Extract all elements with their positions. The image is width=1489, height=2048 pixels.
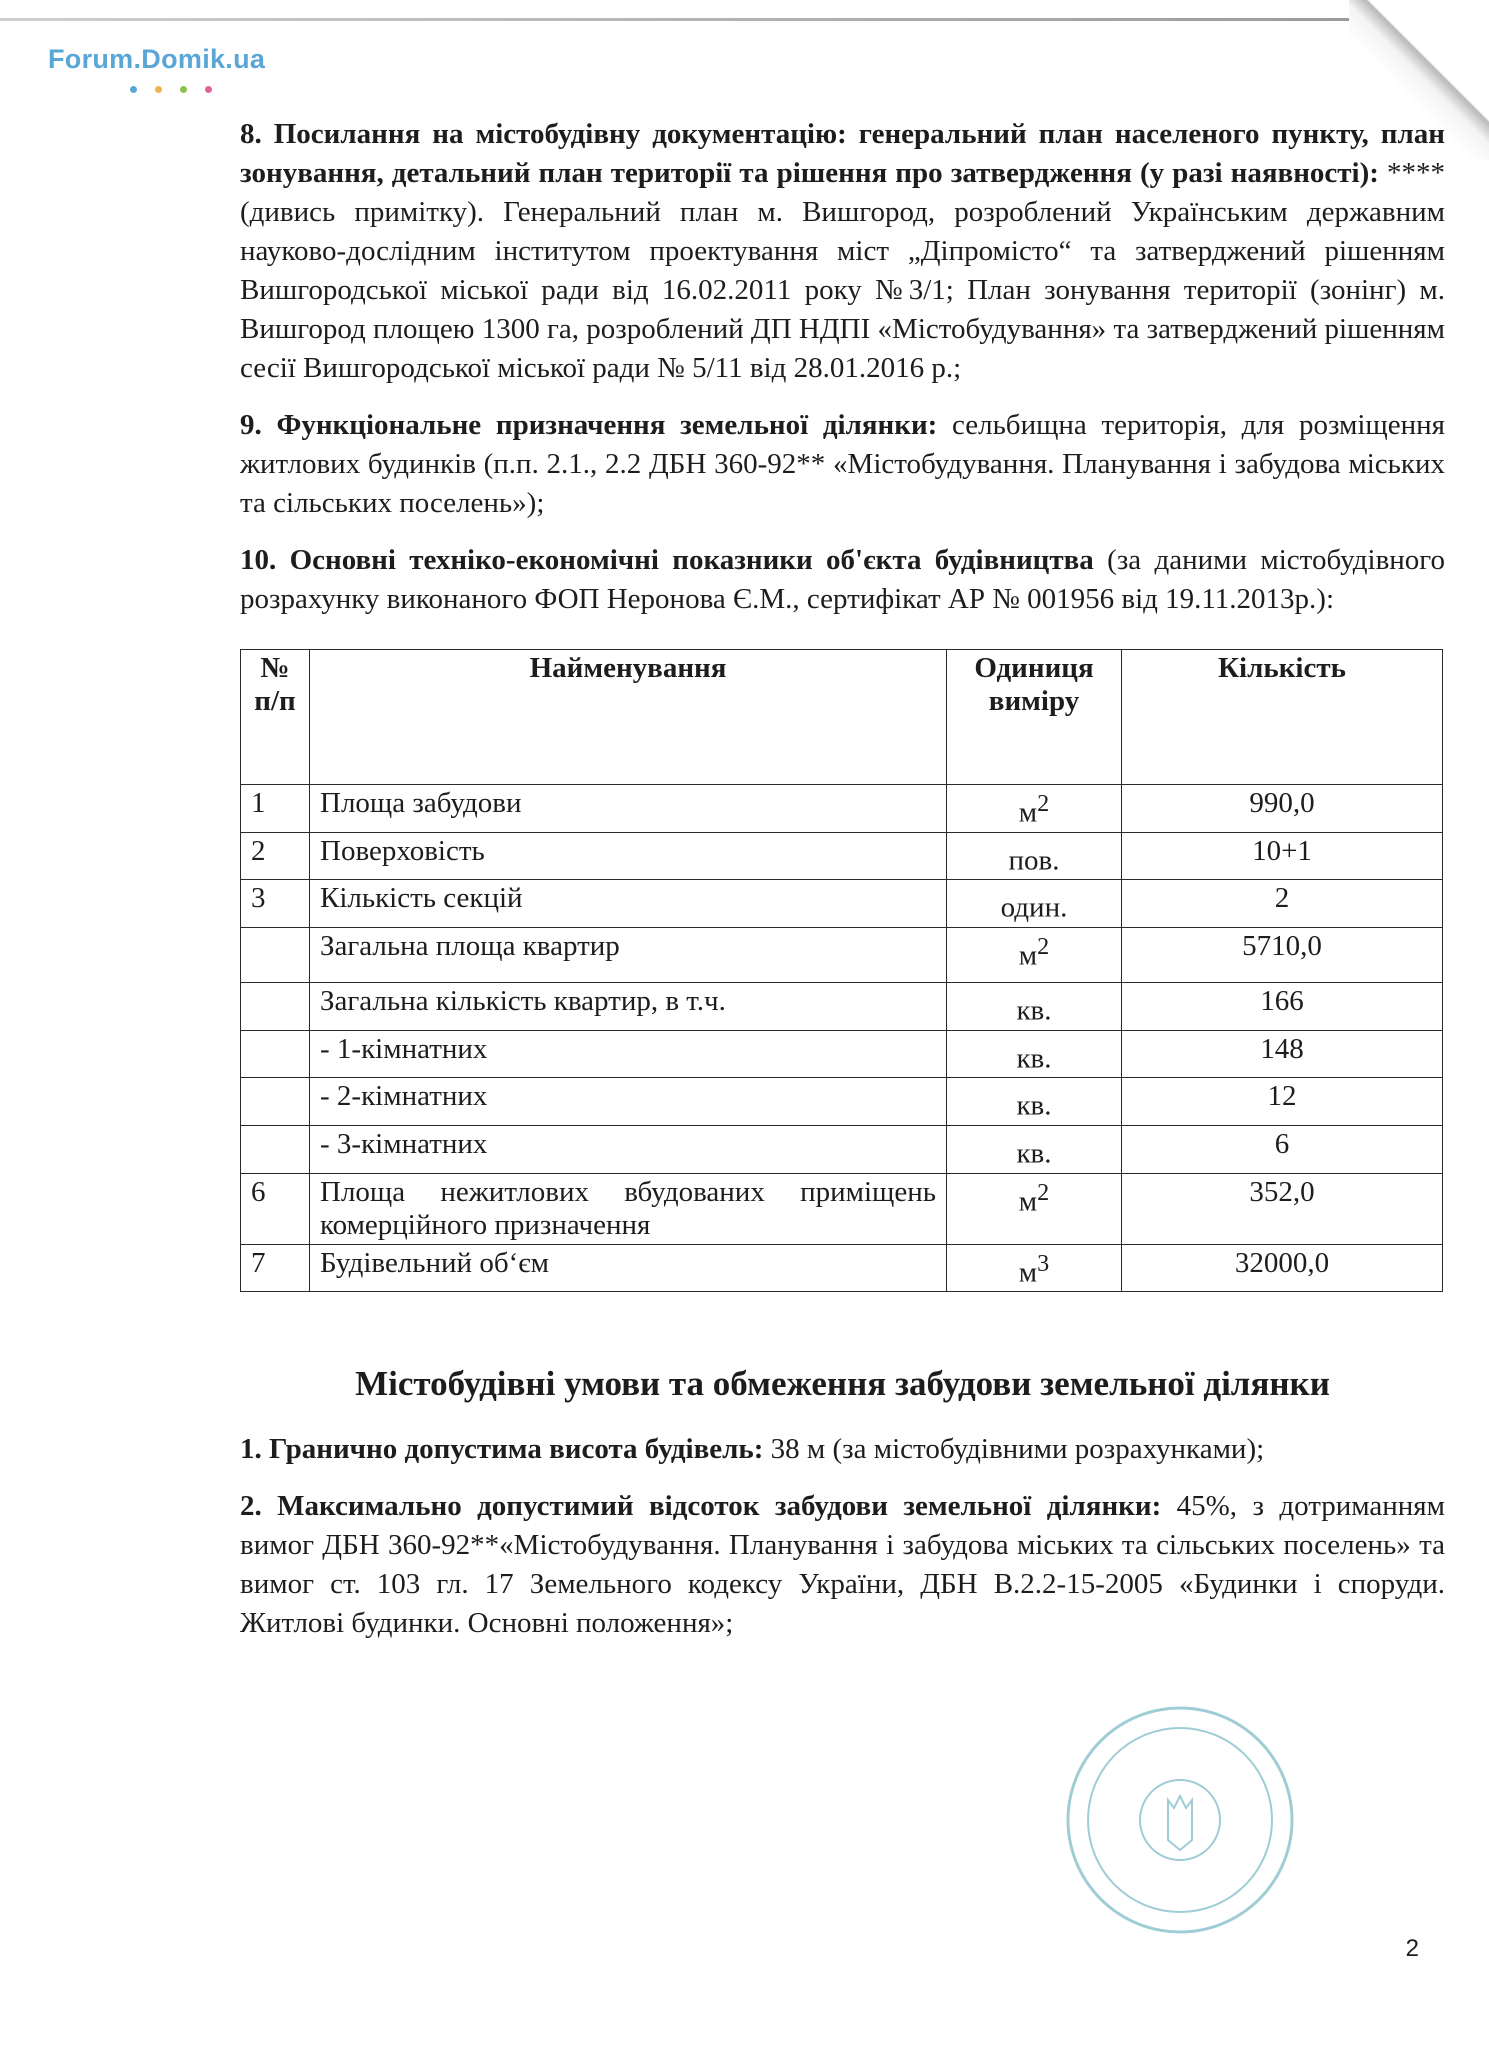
row-unit [947, 1125, 1122, 1173]
row-num [241, 1030, 310, 1078]
official-stamp [1060, 1700, 1300, 1940]
paragraph-10 [240, 541, 1445, 619]
row-qty: 148 [1122, 1030, 1443, 1078]
table-row [241, 1244, 1443, 1292]
table-row [241, 1173, 1443, 1244]
paragraph-text: сельбищна територія, для розміщення житлових будинків (п.п. 2.1., 2.2 ДБН 360-92** «Містобудування. Планування і забудова міських та сільських поселень»); [240, 409, 1445, 519]
table-row [241, 785, 1443, 833]
row-qty: 12 [1122, 1078, 1443, 1126]
table-row [241, 832, 1443, 880]
paragraph-8 [240, 115, 1445, 388]
unit-text: м [1018, 1256, 1038, 1289]
header-name: Найменування [310, 650, 947, 785]
logo-dot [130, 86, 137, 93]
unit-exponent: 2 [1037, 790, 1050, 817]
row-unit [947, 832, 1122, 880]
row-name: Кількість секцій [310, 880, 947, 928]
row-qty: 10+1 [1122, 832, 1443, 880]
row-unit [947, 880, 1122, 928]
unit-text: кв. [1016, 1089, 1052, 1122]
unit-exponent: 3 [1037, 1249, 1050, 1277]
row-name: Площа нежитлових вбудованих приміщень комерційного призначення [310, 1173, 947, 1244]
unit-text: кв. [1016, 1137, 1052, 1170]
row-qty: 5710,0 [1122, 927, 1443, 982]
row-qty: 2 [1122, 880, 1443, 928]
unit-text: пов. [1008, 844, 1060, 877]
document-body [240, 115, 1445, 1661]
paragraph-9 [240, 406, 1445, 523]
row-qty: 990,0 [1122, 785, 1443, 833]
unit-text: кв. [1016, 994, 1052, 1027]
row-num [241, 1078, 310, 1126]
indicators-table [240, 649, 1443, 1292]
row-unit [947, 1078, 1122, 1126]
scan-top-edge [0, 18, 1360, 21]
logo-dots [130, 80, 230, 98]
header-unit: Одиниця виміру [947, 650, 1122, 785]
row-unit [947, 1030, 1122, 1078]
row-unit [947, 1244, 1122, 1292]
logo-dot [205, 86, 212, 93]
condition-heading: 2. Максимально допустимий відсоток забудови земельної ділянки: [240, 1490, 1177, 1523]
row-qty: 6 [1122, 1125, 1443, 1173]
condition-text: 45%, з дотриманням вимог ДБН 360-92**«Містобудування. Планування і забудова міських та сільських поселень» та вимог ст. 103 гл. 17 Земельного кодексу України, ДБН В.2.2-15-2005 «Будинки і споруди. Житлові будинки. Основні положення»; [240, 1490, 1445, 1640]
condition-2 [240, 1487, 1445, 1643]
condition-1 [240, 1430, 1445, 1469]
unit-text: м [1018, 796, 1038, 829]
row-name: Загальна кількість квартир, в т.ч. [310, 982, 947, 1030]
row-num: 1 [241, 785, 310, 833]
paragraph-heading: 10. Основні техніко-економічні показники об'єкта будівництва [240, 544, 1108, 576]
table-row [241, 982, 1443, 1030]
unit-text: м [1018, 1185, 1038, 1218]
unit-exponent: 2 [1037, 932, 1050, 960]
row-name: Площа забудови [310, 785, 947, 833]
table-row [241, 1078, 1443, 1126]
row-num [241, 1125, 310, 1173]
unit-exponent: 2 [1037, 1178, 1050, 1206]
section-title: Містобудівні умови та обмеження забудови земельної ділянки [355, 1364, 1330, 1404]
table-row [241, 1030, 1443, 1078]
unit-text: кв. [1016, 1042, 1052, 1075]
row-qty: 166 [1122, 982, 1443, 1030]
row-name: Поверховість [310, 832, 947, 880]
row-qty: 352,0 [1122, 1173, 1443, 1244]
paragraph-text: (за даними містобудівного розрахунку виконаного ФОП Неронова Є.М., сертифікат АР № 001956 від 19.11.2013р.): [240, 544, 1445, 615]
row-num [241, 982, 310, 1030]
header-qty: Кількість [1122, 650, 1443, 785]
table-row [241, 1125, 1443, 1173]
row-qty: 32000,0 [1122, 1244, 1443, 1292]
row-unit [947, 1173, 1122, 1244]
condition-heading: 1. Гранично допустима висота будівель: [240, 1433, 771, 1466]
table-row [241, 880, 1443, 928]
row-num: 2 [241, 832, 310, 880]
row-num: 3 [241, 880, 310, 928]
row-unit [947, 982, 1122, 1030]
row-num: 6 [241, 1173, 310, 1244]
table-header-row [241, 650, 1443, 785]
unit-text: м [1018, 939, 1038, 972]
row-name: - 1-кімнатних [310, 1030, 947, 1078]
unit-text: один. [1000, 891, 1068, 924]
logo-dot [155, 86, 162, 93]
row-name: - 2-кімнатних [310, 1078, 947, 1126]
row-name: - 3-кімнатних [310, 1125, 947, 1173]
table-row [241, 927, 1443, 982]
paragraph-heading: 9. Функціональне призначення земельної ділянки: [240, 409, 953, 441]
row-unit [947, 927, 1122, 982]
forum-logo[interactable]: Forum.Domik.ua [48, 44, 266, 74]
row-unit [947, 785, 1122, 833]
paragraph-text: **** (дивись примітку). Генеральний план м. Вишгород, розроблений Українським державним науково-дослідним інститутом проектування міст „Діпромісто“ та затверджений рішенням Вишгородської міської ради від 16.02.2011 року №3/1; План зонування території (зонінг) м. Вишгород площею 1300 га, розроблений ДП НДПІ «Містобудування» та затверджений рішенням сесії Вишгородської міської ради № 5/11 від 28.01.2016 р.; [240, 157, 1445, 384]
page-number: 2 [1405, 1935, 1419, 1962]
header-num: № п/п [241, 650, 310, 785]
row-name: Загальна площа квартир [310, 927, 947, 982]
paragraph-heading: 8. Посилання на містобудівну документацію: генеральний план населеного пункту, план зонування, детальний план території та рішення про затвердження (у разі наявності): [240, 118, 1445, 189]
row-num [241, 927, 310, 982]
row-name: Будівельний об‘єм [310, 1244, 947, 1292]
condition-text: 38 м (за містобудівними розрахунками); [770, 1433, 1265, 1466]
row-num: 7 [241, 1244, 310, 1292]
logo-dot [180, 86, 187, 93]
